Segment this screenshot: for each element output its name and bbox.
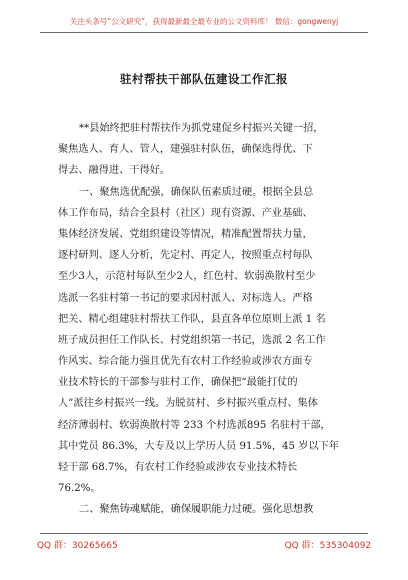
body-line: 班子成员担任工作队长、村党组织第一书记，选派 2 名工作: [58, 334, 326, 346]
body-line: 聚焦选人、育人、管人，建强驻村队伍，确保选得优、下: [58, 144, 313, 156]
body-line: 作风实、综合能力强且优先有农村工作经验或涉农方面专: [58, 356, 313, 368]
body-line: 集体经济发展、党组织建设等情况，精准配置帮扶力量，: [58, 228, 313, 240]
body-line: 轻干部 68.7%，有农村工作经验或涉农专业技术特长: [58, 462, 298, 473]
qq-group-2: QQ 群：535304092: [284, 541, 372, 551]
body-line: 业技术特长的干部参与驻村工作，确保把“最能打仗的: [58, 377, 298, 389]
body-line: 其中党员 86.3%，大专及以上学历人员 91.5%，45 岁以下年: [58, 440, 339, 452]
header-divider: [40, 32, 368, 33]
body-line: 人”派往乡村振兴一线。为脱贫村、乡村振兴重点村、集体: [58, 398, 318, 410]
body-line: 选派一名驻村第一书记的要求因村派人、对标选人。严格: [58, 292, 313, 304]
body-line: 体工作布局，结合全县村（社区）现有资源、产业基础、: [58, 207, 313, 219]
body-line: 至少3人，示范村每队至少2人，红色村、软弱涣散村至少: [58, 271, 316, 283]
body-line: 二、聚焦铸魂赋能，确保履职能力过硬。强化思想教: [79, 504, 314, 516]
document-body: [58, 118, 354, 521]
body-line: 逐村研判、逐人分析，先定村、再定人，按照重点村每队: [58, 250, 313, 262]
body-line: 76.2%。: [58, 483, 101, 495]
footer-divider: [40, 533, 368, 534]
body-line: 得去、融得进、干得好。: [58, 165, 171, 177]
footer-contact: [0, 538, 408, 551]
body-line: 把关、精心组建驻村帮扶工作队，县直各单位原则上派 1 名: [58, 313, 326, 325]
header-banner: 关注头条号“公文研究”，获得最新最全最专业的公文资料库！ 微信：gongwenyj: [69, 17, 339, 26]
qq-group-1: QQ 群：30265665: [36, 541, 118, 551]
body-line: 经济薄弱村、软弱涣散村等 233 个村选派895 名驻村干部，: [58, 419, 331, 431]
body-line: 一、聚焦选优配强，确保队伍素质过硬。根据全县总: [79, 186, 314, 198]
document-title: 驻村帮扶干部队伍建设工作汇报: [120, 72, 288, 86]
body-line: **县始终把驻村帮扶作为抓党建促乡村振兴关键一招，: [79, 123, 324, 134]
